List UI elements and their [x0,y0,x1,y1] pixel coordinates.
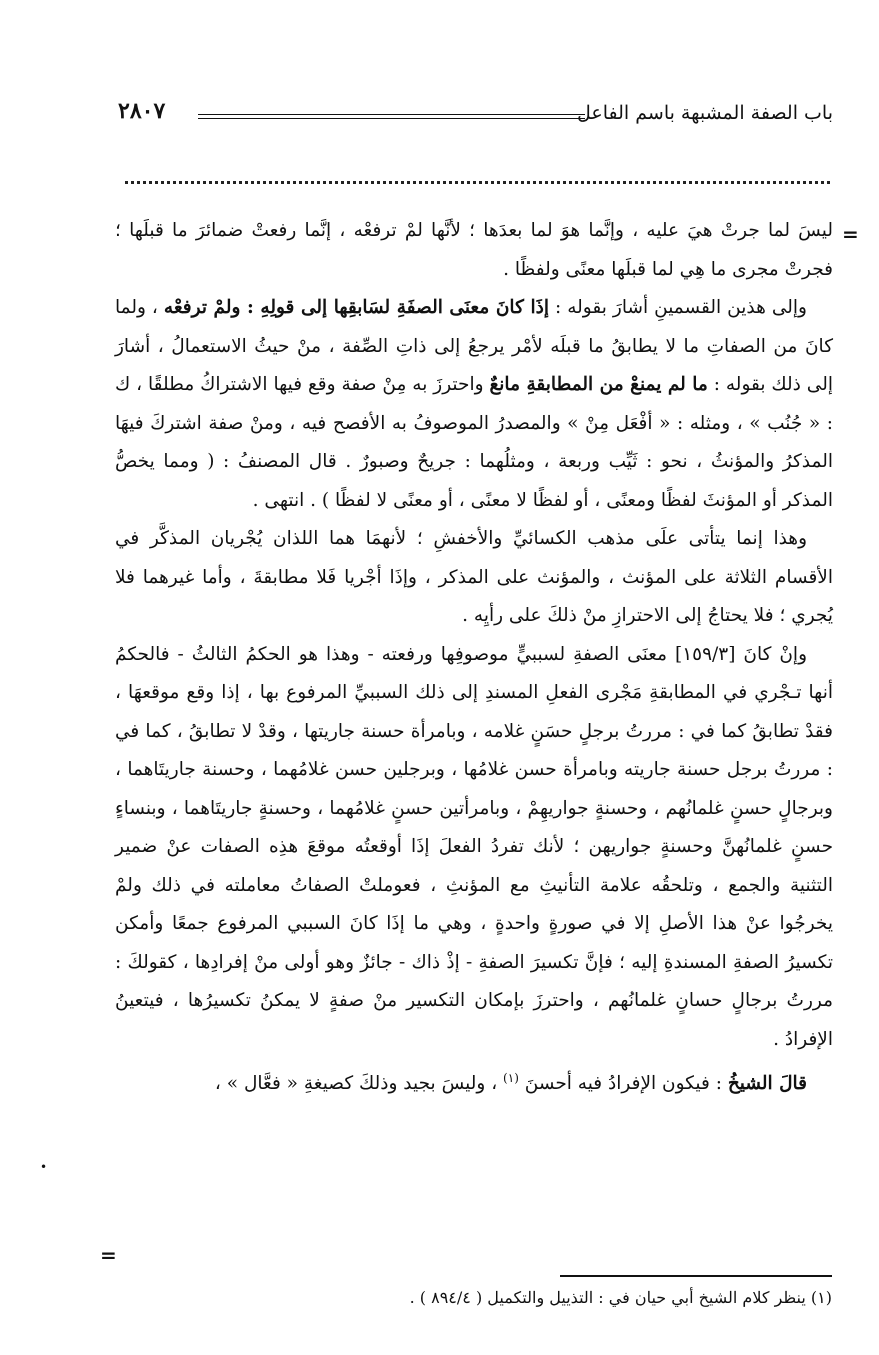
text-run: وإلى هذين القسمينِ أشارَ بقوله : [548,297,807,318]
header-rule [198,114,585,119]
margin-dot: • [40,1160,48,1174]
continuation-mark-start: = [842,222,859,246]
chapter-title: باب الصفة المشبهة باسم الفاعل [577,102,833,124]
text-run: : فيكون الإفرادُ فيه أحسنَ [524,1073,728,1095]
text-run: واحترزَ به مِنْ صفة وقع فيها الاشتراكُ مطلقًا ، ك : « جُنُب » ، ومثله : « أفْعَل مِنْ » والمصدرُ الموصوفُ به الأفصح فيه ، ومنْ صفة اشتركَ فيهَا المذكرُ والمؤنثُ ، نحو : ثَيِّب وربعة ، ومثلُهما : جريحٌ وصبورٌ . قال المصنفُ : ( ومما يخصُّ المذكر أو المؤنثَ لفظًا ومعنًى ، أو لفظًا لا معنًى ، أو معنًى لا لفظًا ) . انتهى . [115,374,833,511]
dotted-separator [125,181,830,184]
text-run: ، وليسَ بجيد وذلكَ كصيغةِ « فعَّال » ، [214,1073,504,1095]
footnote-rule [560,1275,832,1277]
running-header [118,100,833,132]
paragraph: وهذا إنما يتأتى علَى مذهب الكسائيِّ والأخفشِ ؛ لأنهمَا هما اللذان يُجْريان المذكَّر في الأقسام الثلاثة على المؤنث ، والمؤنث على المذكر ، وإذَا أجْريا فَلا مطابقةَ ، وأما غيرهما فلا يُجري ؛ فلا يحتاجُ إلى الاحترازِ منْ ذلكَ على رأيِه . [115,528,833,626]
paragraph [115,1059,833,1104]
page-number: ٢٨٠٧ [118,98,166,124]
speaker-label: قالَ الشيخُ [727,1073,807,1095]
paragraph: وإنْ كانَ [١٥٩/٣] معنَى الصفةِ لسببيٍّ موصوفِها ورفعته - وهذا هو الحكمُ الثالثُ - فالحكمُ أنها تـجْري في المطابقةِ مَجْرى الفعلِ المسندِ إلى ذلك السببيِّ المرفوع بها ، إذا وقع موقعهَا ، فقدْ تطابقُ كما في : مررتُ برجلٍ حسَنٍ غلامه ، وبامرأة حسنة جاريتها ، وقدْ لا تطابقُ ، كما في : مررتُ برجل حسنة جاريته وبامرأة حسن غلامُها ، وبرجلين حسن غلامُهما ، وحسنة جاريتَاهما ، وبرجالٍ حسنٍ غلمانُهم ، وحسنةٍ جواريهِمْ ، وبامرأتين حسنٍ غلامُهما ، وحسنةٍ جاريتَاهما ، وبنساءٍ حسنٍ غلمانُهنَّ وحسنةٍ جواريهن ؛ لأنك تفردُ الفعلَ إذَا أوقعتُه موقعَ هذِه الصفات عنْ ضمير التثنية والجمع ، وتلحقُه علامة التأنيثِ مع المؤنثِ ، فعوملتْ الصفاتُ معاملته في ذلك ولمْ يخرجُوا عنْ هذا الأصلِ إلا في صورةٍ واحدةٍ ، وهي ما إذَا كانَ السببي المرفوع جمعًا وأمكن تكسيرُ الصفةِ المسندةِ إليه ؛ فإنَّ تكسيرَ الصفةِ - إذْ ذاك - جائزٌ وهو أولى منْ إفرادِها ، كقولكَ : مررتُ برجالٍ حسانٍ غلمانُهم ، واحترزَ بإمكان التكسير منْ صفةٍ لا يمكنُ تكسيرُها ، فيتعينُ الإفرادُ . [115,643,833,1050]
quoted-text: إذَا كانَ معنَى الصفَةِ لسَابقِها إلى قولِهِ : ولمْ ترفعْه [163,297,549,318]
footnote-reference: (١) [503,1071,519,1085]
continuation-mark-end: = [100,1243,117,1267]
footnote: (١) ينظر كلام الشيخ أبي حيان في : التذييل والتكميل ( ٨٩٤/٤ ) . [409,1288,832,1307]
text-run: ، ولما كانَ من الصفاتِ ما لا يطابقُ ما قبلَه لأمْر يرجعُ إلى ذاتِ الصِّفة ، منْ حيثُ الاستعمالُ ، أشارَ إلى ذلك بقوله : [115,297,834,395]
paragraph [115,289,833,520]
main-text [115,212,833,1104]
paragraph-continued: ليسَ لما جرتْ هيَ عليه ، وإنَّما هوَ لما بعدَها ؛ لأنَّها لمْ ترفعْه ، إنَّما رفعتْ ضمائرَ ما قبلَها ؛ فجرتْ مجرى ما هِي لما قبلَها معنًى ولفظًا . [115,220,833,280]
quoted-text: ما لم يمنعْ من المطابقةِ مانعٌ [489,374,708,395]
